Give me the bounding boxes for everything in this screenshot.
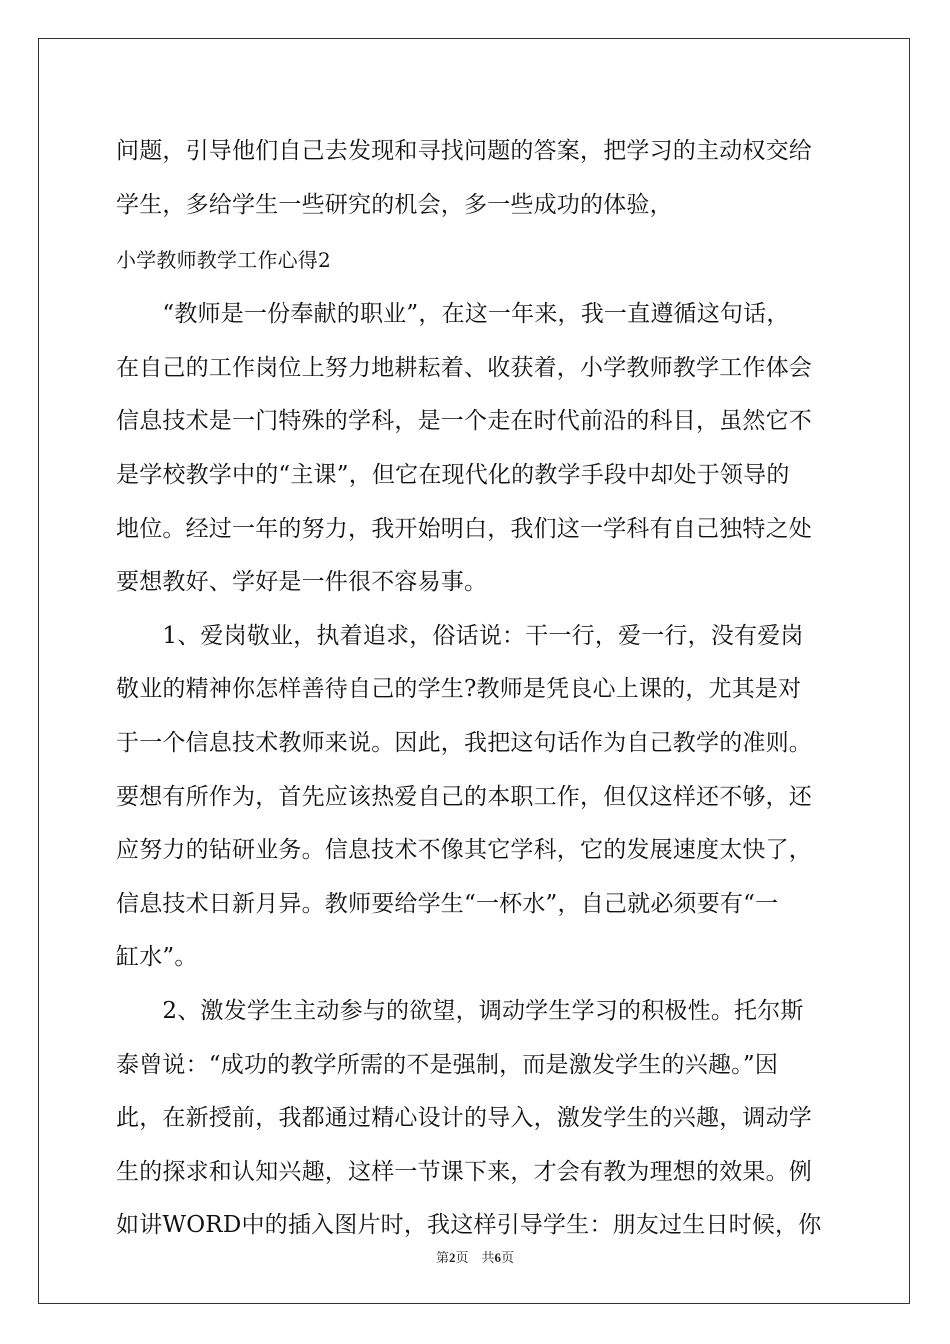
text-line: “教师是一份奉献的职业”，在这一年来，我一直遵循这句话， [116, 301, 790, 328]
total-page-number: 6 [494, 1250, 501, 1265]
text-line: 泰曾说：“成功的教学所需的不是强制，而是激发学生的兴趣。”因 [116, 1051, 779, 1078]
text-line: 是学校教学中的“主课”，但它在现代化的教学手段中却处于领导的 [116, 461, 790, 488]
text-line: 信息技术日新月异。教师要给学生“一杯水”，自己就必须要有“一 [116, 890, 779, 917]
text-line: 地位。经过一年的努力，我开始明白，我们这一学科有自己独特之处 [116, 515, 812, 542]
text-line: 在自己的工作岗位上努力地耕耘着、收获着，小学教师教学工作体会 [116, 354, 812, 381]
text-line: 敬业的精神你怎样善待自己的学生?教师是凭良心上课的，尤其是对 [116, 676, 802, 703]
text-line: 生的探求和认知兴趣，这样一节课下来，才会有教为理想的效果。例 [116, 1158, 812, 1185]
document-body [116, 125, 836, 1253]
text-line: 问题，引导他们自己去发现和寻找问题的答案，把学习的主动权交给 [116, 138, 812, 164]
page-footer [0, 1247, 950, 1266]
text-line: 应努力的钻研业务。信息技术不像其它学科，它的发展速度太快了， [116, 837, 812, 864]
text-line: 此，在新授前，我都通过精心设计的导入，激发学生的兴趣，调动学 [116, 1105, 812, 1132]
section-heading: 小学教师教学工作心得2 [116, 248, 331, 273]
text-line: 2、激发学生主动参与的欲望，调动学生学习的积极性。托尔斯 [116, 997, 804, 1024]
text-line: 缸水”。 [116, 944, 198, 971]
text-line: 1、爱岗敬业，执着追求，俗话说：干一行，爱一行，没有爱岗 [116, 622, 804, 649]
text-line: 要想教好、学好是一件很不容易事。 [116, 569, 488, 596]
text-line: 于一个信息技术教师来说。因此，我把这句话作为自己教学的准则。 [116, 729, 812, 756]
footer-suffix: 页 [501, 1250, 515, 1265]
text-line: 如讲WORD中的插入图片时，我这样引导学生：朋友过生日时候，你 [116, 1212, 822, 1239]
footer-prefix: 第 [435, 1250, 449, 1265]
text-line: 学生，多给学生一些研究的机会，多一些成功的体验， [116, 191, 673, 218]
footer-mid: 页 共 [455, 1250, 495, 1265]
text-line: 要想有所作为，首先应该热爱自己的本职工作，但仅这样还不够，还 [116, 783, 812, 810]
current-page-number: 2 [448, 1250, 456, 1265]
text-line: 信息技术是一门特殊的学科，是一个走在时代前沿的科目，虽然它不 [116, 408, 812, 435]
